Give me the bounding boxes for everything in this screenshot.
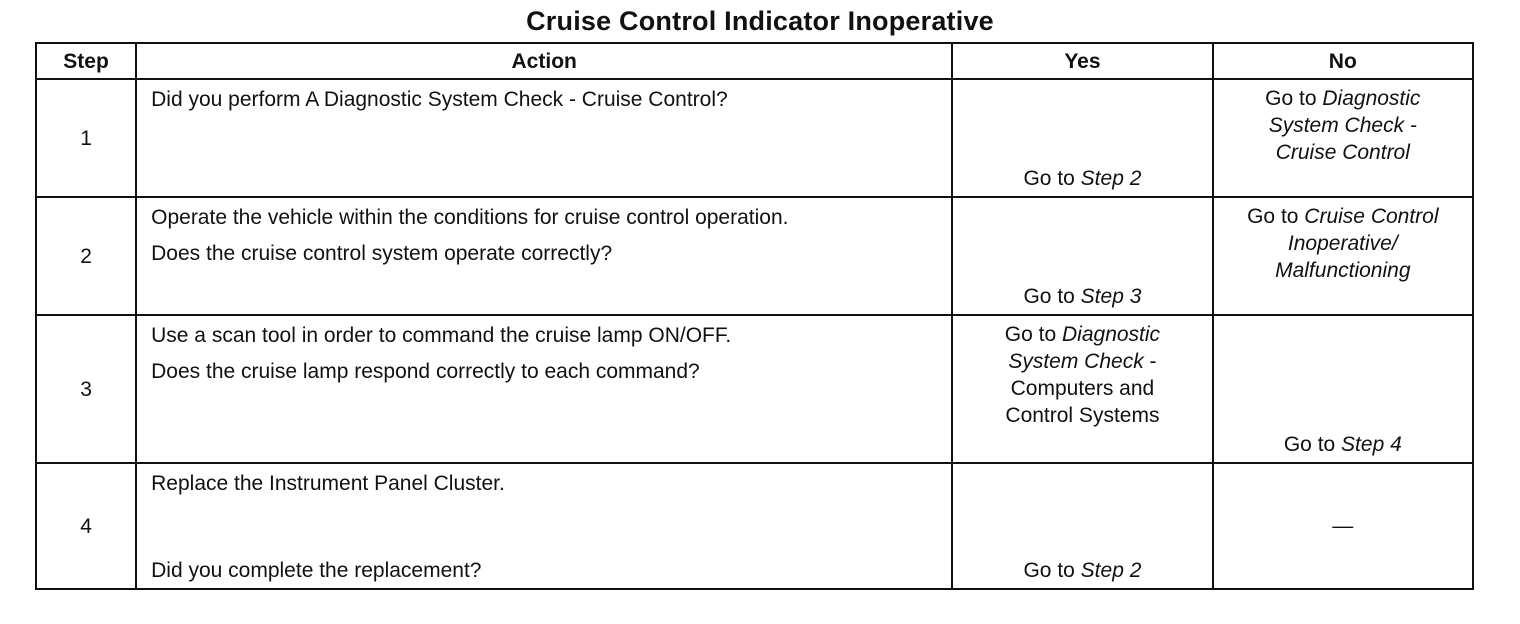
diagnostic-table: [35, 42, 1474, 590]
yes-prefix: Go to: [1004, 323, 1062, 346]
action-text: Operate the vehicle within the conditions for cruise control operation.: [151, 206, 789, 229]
header-step: Step: [36, 43, 136, 79]
no-reference: [1214, 80, 1472, 166]
table-row: [36, 197, 1473, 315]
no-cell: [1213, 315, 1473, 463]
yes-cell: [952, 463, 1212, 589]
action-question: Does the cruise lamp respond correctly to each command?: [151, 360, 700, 383]
action-cell: [136, 197, 952, 315]
header-action: Action: [136, 43, 952, 79]
yes-cell: [952, 79, 1212, 197]
no-reference: [1214, 198, 1472, 284]
yes-reference: [953, 557, 1211, 584]
no-link: Step 4: [1341, 433, 1402, 456]
table-header-row: [36, 43, 1473, 79]
no-prefix: Go to: [1265, 87, 1323, 110]
no-prefix: Go to: [1247, 205, 1305, 228]
yes-prefix: Go to: [1023, 167, 1081, 190]
step-number: 1: [36, 79, 136, 197]
page-title: Cruise Control Indicator Inoperative: [526, 6, 994, 36]
yes-prefix: Go to: [1023, 559, 1081, 582]
table-row: [36, 463, 1473, 589]
action-text: Did you perform A Diagnostic System Check - Cruise Control?: [151, 88, 728, 111]
action-text: Use a scan tool in order to command the cruise lamp ON/OFF.: [151, 324, 732, 347]
header-no: No: [1213, 43, 1473, 79]
yes-reference: [953, 316, 1211, 429]
yes-reference: [953, 283, 1211, 310]
action-cell: [136, 79, 952, 197]
no-cell: [1213, 197, 1473, 315]
table-row: [36, 315, 1473, 463]
no-prefix: Go to: [1283, 433, 1342, 456]
yes-link: Step 2: [1080, 559, 1142, 582]
action-question: Did you complete the replacement?: [151, 559, 482, 582]
yes-link: Step 3: [1080, 285, 1142, 308]
no-link: Cruise Control Inoperative/ Malfunctioning: [1275, 205, 1439, 282]
step-number: 4: [36, 463, 136, 589]
no-link: Diagnostic System Check - Cruise Control: [1268, 87, 1421, 164]
yes-cell: [952, 315, 1212, 463]
header-yes: Yes: [952, 43, 1212, 79]
yes-suffix: - Computers and Control Systems: [1005, 350, 1160, 427]
action-cell: [136, 315, 952, 463]
action-cell: [136, 463, 952, 589]
yes-link: Step 2: [1080, 167, 1142, 190]
yes-link: Diagnostic System Check: [1008, 323, 1161, 373]
yes-reference: [953, 165, 1211, 192]
no-cell: [1213, 463, 1473, 589]
action-text: Replace the Instrument Panel Cluster.: [151, 472, 505, 495]
no-dash: —: [1332, 514, 1354, 538]
action-question: Does the cruise control system operate correctly?: [151, 242, 613, 265]
yes-cell: [952, 197, 1212, 315]
step-number: 2: [36, 197, 136, 315]
yes-prefix: Go to: [1023, 285, 1081, 308]
step-number: 3: [36, 315, 136, 463]
no-reference: [1214, 431, 1472, 458]
no-cell: [1213, 79, 1473, 197]
table-row: [36, 79, 1473, 197]
